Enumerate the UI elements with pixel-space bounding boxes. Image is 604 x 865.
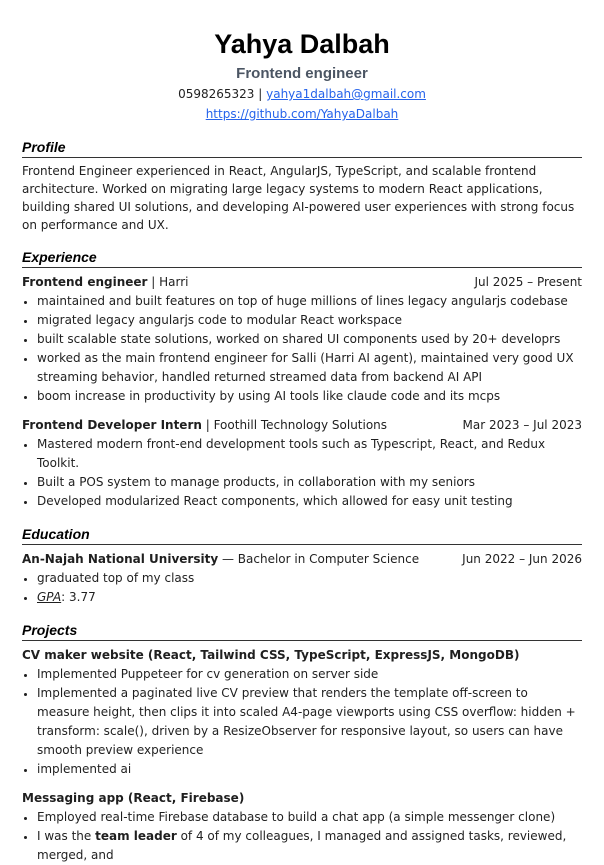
phone-number: 0598265323 [178,87,255,101]
projects-section [22,621,582,865]
experience-section [22,248,582,511]
entry-dates: Jun 2022 – Jun 2026 [462,552,582,566]
entry-header [22,416,582,435]
github-link[interactable]: https://github.com/YahyaDalbah [205,107,399,121]
team-leader-emphasis: team leader [95,829,177,843]
school-name: An-Najah National University [22,552,219,566]
section-title-profile: Profile [22,138,582,158]
entry-bullets [22,292,582,406]
bullet-item: • Developed modularized React components, which allowed for easy unit testing [37,492,582,511]
candidate-role: Frontend engineer [236,65,368,82]
bullet-item [37,827,582,865]
entry-title [22,550,419,569]
bullet-item: • worked as the main frontend engineer for Salli (Harri AI agent), maintained very good UX streaming behavior, handled returned streamed data from backend AI API [37,349,582,387]
profile-section [22,138,582,234]
entry-header [22,646,582,665]
section-title-experience: Experience [22,248,582,268]
entry-header [22,273,582,292]
entry-bullets [22,435,582,511]
project-name: CV maker website (React, Tailwind CSS, TypeScript, ExpressJS, MongoDB) [22,648,520,662]
cv-page [22,0,582,865]
github-line [22,104,582,124]
profile-summary: Frontend Engineer experienced in React, AngularJS, TypeScript, and scalable frontend architecture. Worked on migrating large legacy systems to modern React applications, building shared UI solutions, and developing AI-powered user experiences with strong focus on performance and UX. [22,164,575,232]
entry-title [22,416,387,435]
entry-header [22,789,582,808]
entry-bullets [22,808,582,865]
job-role: Frontend engineer [22,275,148,289]
entry-separator: | [147,275,160,289]
education-entry [22,550,582,607]
bullet-item: • Mastered modern front-end development tools such as Typescript, React, and Redux Toolkit. [37,435,582,473]
bullet-item: • boom increase in productivity by using AI tools like claude code and its mcps [37,387,582,406]
bullet-item: • graduated top of my class [37,569,582,588]
gpa-value: : 3.77 [61,590,96,604]
experience-entry-foothill [22,416,582,511]
bullet-item: • Implemented a paginated live CV preview that renders the template off-screen to measure height, then clips it into scaled A4-page viewports using CSS overflow: hidden + transform: scale(), driven by a ResizeObserver for responsive layout, so users can have smooth preview experience [37,684,582,760]
entry-bullets [22,569,582,607]
company-name: Foothill Technology Solutions [213,418,388,432]
bullet-item: • Built a POS system to manage products, in collaboration with my seniors [37,473,582,492]
job-role: Frontend Developer Intern [22,418,202,432]
bullet-item: • Implemented Puppeteer for cv generation on server side [37,665,582,684]
bullet-item: • implemented ai [37,760,582,779]
entry-dates: Mar 2023 – Jul 2023 [462,418,582,432]
degree-name: — Bachelor in Computer Science [218,552,420,566]
bullet-text: I was the [37,829,96,843]
entry-separator: | [201,418,214,432]
company-name: Harri [159,275,189,289]
bullet-item: • built scalable state solutions, worked on shared UI components used by 20+ developrs [37,330,582,349]
project-entry-messaging [22,789,582,865]
contact-separator: | [258,87,263,101]
section-title-education: Education [22,525,582,545]
bullet-item: • Employed real-time Firebase database to build a chat app (a simple messenger clone) [37,808,582,827]
section-title-projects: Projects [22,621,582,641]
entry-dates: Jul 2025 – Present [474,275,582,289]
contact-line [22,84,582,104]
entry-header [22,550,582,569]
gpa-label: GPA [37,590,62,604]
experience-entry-harri [22,273,582,406]
bullet-item: • maintained and built features on top of huge millions of lines legacy angularjs codebase [37,292,582,311]
email-link[interactable]: yahya1dalbah@gmail.com [266,87,426,101]
entry-bullets [22,665,582,779]
candidate-name: Yahya Dalbah [214,29,390,59]
bullet-item-gpa [37,588,582,607]
cv-header [22,28,582,124]
project-name: Messaging app (React, Firebase) [22,791,245,805]
bullet-text: of 4 of my colleagues, I managed and assigned tasks, reviewed, merged, and [37,829,567,862]
education-section [22,525,582,607]
bullet-item: • migrated legacy angularjs code to modular React workspace [37,311,582,330]
entry-title [22,273,189,292]
project-entry-cv-maker [22,646,582,779]
